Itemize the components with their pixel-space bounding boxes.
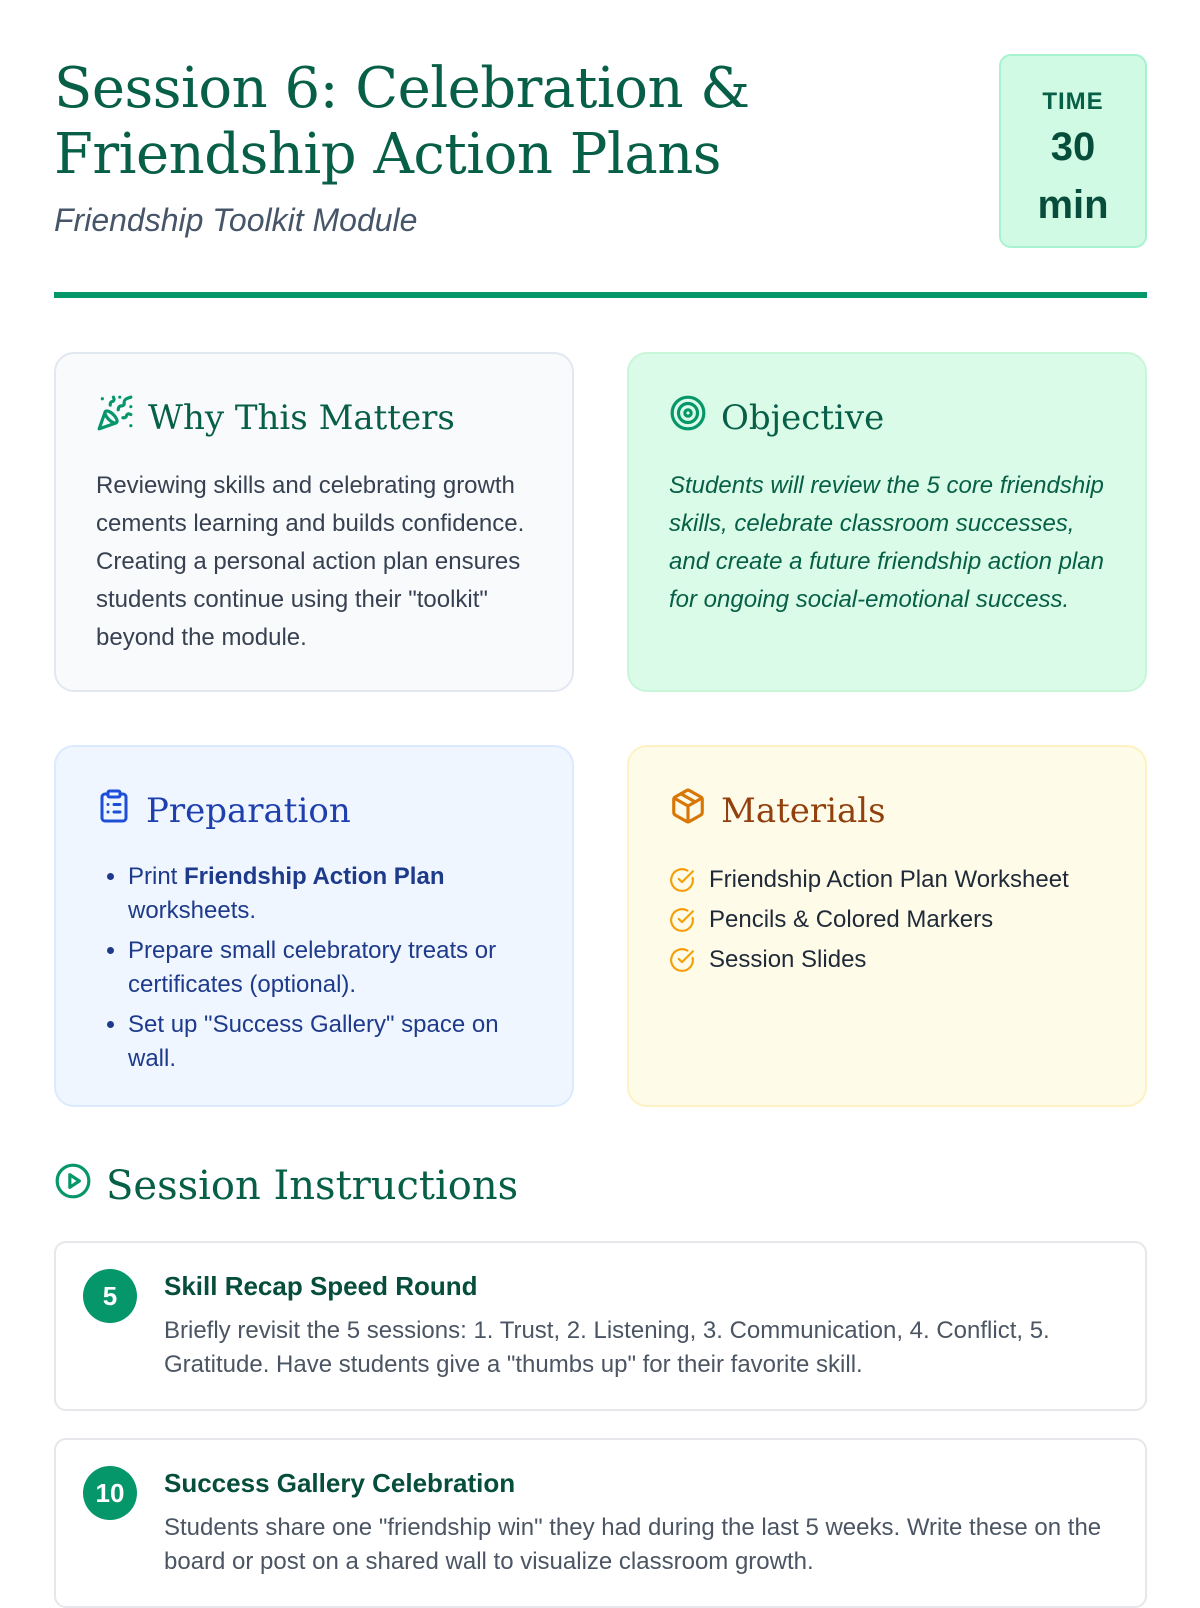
target-icon [669, 394, 707, 441]
play-circle-icon [54, 1162, 92, 1210]
step-description: Briefly revisit the 5 sessions: 1. Trust, 2. Listening, 3. Communication, 4. Conflict, 5. Gratitude. Have students give a "thumbs up" for their favorite skill. [164, 1317, 1050, 1378]
materials-item [669, 940, 1105, 980]
why-card-body: Reviewing skills and celebrating growth cements learning and builds confidence. Creating a personal action plan ensures students continue using their "toolkit" beyond the module. [96, 472, 525, 651]
party-popper-icon [96, 394, 134, 441]
materials-item [669, 860, 1105, 900]
preparation-item: • Prepare small celebratory treats or certificates (optional). [128, 934, 532, 1002]
why-card-header [96, 394, 532, 441]
why-card [54, 352, 574, 692]
instructions-title: Session Instructions [106, 1163, 519, 1209]
check-circle-icon [669, 867, 695, 893]
preparation-item [128, 860, 532, 928]
objective-card-title: Objective [721, 397, 885, 438]
preparation-item: • Set up "Success Gallery" space on wall. [128, 1008, 532, 1076]
objective-card-body: Students will review the 5 core friendship skills, celebrate classroom successes, and create a future friendship action plan for ongoing social-emotional success. [669, 472, 1104, 613]
materials-item-label: Pencils & Colored Markers [709, 906, 994, 933]
objective-card [627, 352, 1147, 692]
instruction-step [54, 1241, 1147, 1411]
materials-list [669, 860, 1105, 980]
materials-card-title: Materials [721, 790, 886, 831]
step-title: Skill Recap Speed Round [164, 1271, 478, 1301]
preparation-card-header [96, 787, 532, 834]
materials-card-header [669, 787, 1105, 834]
materials-item-label: Friendship Action Plan Worksheet [709, 866, 1069, 893]
instructions-header [54, 1162, 518, 1210]
page-subtitle: Friendship Toolkit Module [54, 202, 418, 238]
step-description: Students share one "friendship win" they had during the last 5 weeks. Write these on the board or post on a shared wall to visualize classroom growth. [164, 1514, 1102, 1575]
time-value: 30 [1050, 125, 1096, 169]
preparation-card-title: Preparation [146, 790, 351, 831]
page-title: Session 6: Celebration & Friendship Action Plans [54, 56, 750, 187]
time-badge [999, 54, 1147, 248]
lesson-page [54, 0, 1147, 1575]
objective-card-header [669, 394, 1105, 441]
header-divider [54, 292, 1147, 298]
step-minutes-badge: 10 [83, 1466, 137, 1520]
time-label: TIME [1042, 88, 1104, 115]
step-title: Success Gallery Celebration [164, 1468, 516, 1498]
materials-card [627, 745, 1147, 1107]
instruction-step [54, 1438, 1147, 1608]
why-card-title: Why This Matters [148, 397, 455, 438]
materials-item [669, 900, 1105, 940]
materials-item-label: Session Slides [709, 946, 867, 973]
clipboard-list-icon [96, 787, 132, 834]
check-circle-icon [669, 907, 695, 933]
preparation-list [96, 860, 532, 1076]
package-icon [669, 787, 707, 834]
step-minutes-badge: 5 [83, 1269, 137, 1323]
prep-item-text: worksheets. [128, 897, 257, 924]
prep-item-text: Print [128, 863, 185, 890]
page-header [54, 0, 1147, 300]
check-circle-icon [669, 947, 695, 973]
prep-item-bold: Friendship Action Plan [184, 863, 445, 890]
preparation-card [54, 745, 574, 1107]
time-unit: min [1037, 183, 1109, 227]
